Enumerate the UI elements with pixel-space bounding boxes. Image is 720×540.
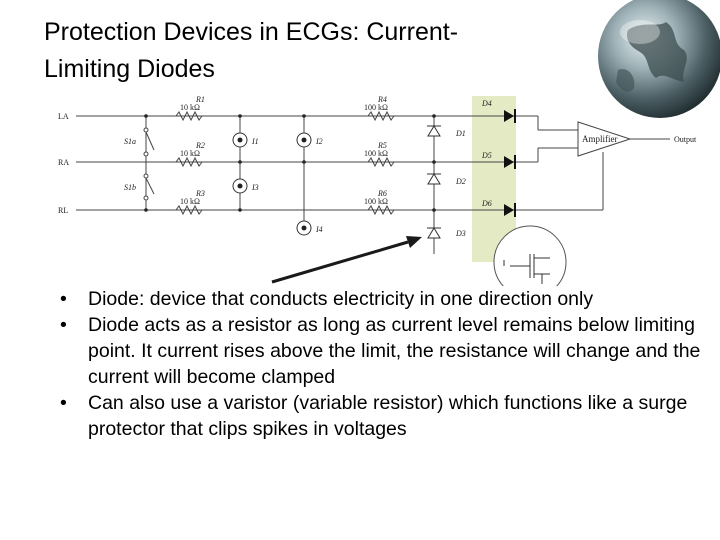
zener-d1-label: D1 bbox=[456, 129, 466, 138]
bullet-item bbox=[56, 286, 706, 312]
output-label: Output bbox=[674, 135, 697, 144]
resistor-r3-value: 10 kΩ bbox=[180, 197, 200, 206]
resistor-r2-name: R2 bbox=[196, 141, 205, 150]
bullet-item bbox=[56, 390, 706, 442]
lead-label-la: LA bbox=[58, 112, 69, 121]
bullet-marker: • bbox=[60, 314, 67, 336]
current-i3-label: I3 bbox=[252, 183, 259, 192]
resistor-r1-value: 10 kΩ bbox=[180, 103, 200, 112]
resistor-r2-value: 10 kΩ bbox=[180, 149, 200, 158]
diode-d5-label: D5 bbox=[482, 151, 492, 160]
current-sources bbox=[233, 133, 311, 235]
title-line-1: Protection Devices in ECGs: Current- bbox=[44, 18, 459, 46]
bullet-marker: • bbox=[60, 392, 67, 414]
resistor-r6-name: R6 bbox=[378, 189, 387, 198]
lead-label-rl: RL bbox=[58, 206, 69, 215]
resistor-r4-name: R4 bbox=[378, 95, 387, 104]
bullet-item bbox=[56, 312, 706, 390]
zener-d2-label: D2 bbox=[456, 177, 466, 186]
resistor-zigzags bbox=[176, 112, 394, 214]
diode-d6-label: D6 bbox=[482, 199, 492, 208]
resistor-r6-value: 100 kΩ bbox=[364, 197, 388, 206]
current-i1-label: I1 bbox=[252, 137, 259, 146]
ecg-protection-circuit-diagram bbox=[58, 94, 718, 286]
switch-s1a-label: S1a bbox=[124, 137, 136, 146]
resistor-r5-value: 100 kΩ bbox=[364, 149, 388, 158]
title-line-2: Limiting Diodes bbox=[44, 55, 215, 83]
diode-d4-label: D4 bbox=[482, 99, 492, 108]
resistor-r4-value: 100 kΩ bbox=[364, 103, 388, 112]
resistor-r3-name: R3 bbox=[196, 189, 205, 198]
bullet-text: Diode: device that conducts electricity in one direction only bbox=[88, 288, 594, 310]
current-i2-label: I2 bbox=[316, 137, 323, 146]
amplifier-label: Amplifier bbox=[582, 134, 618, 144]
resistor-r1-name: R1 bbox=[196, 95, 205, 104]
switch-s1b-label: S1b bbox=[124, 183, 136, 192]
bullet-marker: • bbox=[60, 288, 67, 310]
bullet-text: Diode acts as a resistor as long as current level remains below limiting point. It current rises above the limit, the resistance will change and the current will become clamped bbox=[88, 314, 701, 388]
pointer-arrow bbox=[272, 242, 408, 282]
bullet-list bbox=[56, 286, 706, 442]
bullet-text: Can also use a varistor (variable resistor) which functions like a surge protector that clips spikes in voltages bbox=[88, 392, 688, 440]
resistor-r5-name: R5 bbox=[378, 141, 387, 150]
zener-d3-label: D3 bbox=[456, 229, 466, 238]
lead-label-ra: RA bbox=[58, 158, 70, 167]
current-i4-label: I4 bbox=[316, 225, 323, 234]
slide-title bbox=[44, 14, 644, 88]
